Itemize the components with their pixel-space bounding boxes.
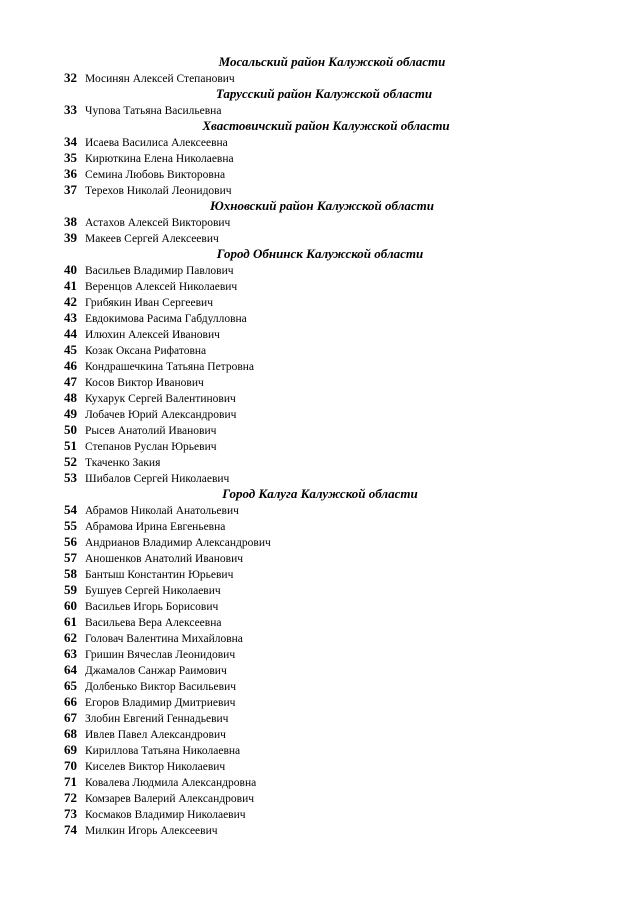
list-item [0,518,640,534]
person-name: Косов Виктор Иванович [85,377,204,389]
person-name: Милкин Игорь Алексеевич [85,825,218,837]
person-name: Кирюткина Елена Николаевна [85,153,234,165]
item-number: 35 [64,150,77,165]
section-heading: Город Обнинск Калужской области [216,246,424,261]
item-number: 58 [64,566,77,581]
list-item [0,694,640,710]
person-name: Егоров Владимир Дмитриевич [85,697,236,709]
list-item [0,710,640,726]
person-name: Илюхин Алексей Иванович [85,329,220,341]
section-heading: Юхновский район Калужской области [210,198,434,213]
person-name: Космаков Владимир Николаевич [85,809,246,821]
person-name: Долбенько Виктор Васильевич [85,681,237,693]
item-number: 65 [64,678,77,693]
list-item [0,454,640,470]
item-number: 64 [64,662,77,677]
list-item [0,390,640,406]
item-number: 55 [64,518,77,533]
list-item [0,102,640,118]
item-number: 66 [64,694,77,709]
item-number: 62 [64,630,77,645]
list-item [0,566,640,582]
person-name: Андрианов Владимир Александрович [85,537,271,549]
list-item [0,742,640,758]
item-number: 54 [64,502,77,517]
item-number: 32 [64,70,77,85]
person-name: Абрамова Ирина Евгеньевна [85,521,226,533]
list-item [0,806,640,822]
list-item [0,294,640,310]
item-number: 61 [64,614,77,629]
person-name: Чупова Татьяна Васильевна [85,105,222,117]
list-item [0,534,640,550]
list-item [0,262,640,278]
person-name: Рысев Анатолий Иванович [85,425,217,437]
item-number: 39 [64,230,77,245]
item-number: 36 [64,166,77,181]
person-name: Гришин Вячеслав Леонидович [85,649,236,661]
item-number: 72 [64,790,77,805]
item-number: 69 [64,742,77,757]
list-item [0,550,640,566]
item-number: 53 [64,470,77,485]
list-item [0,630,640,646]
list-item [0,134,640,150]
person-name: Бушуев Сергей Николаевич [85,585,221,597]
list-item [0,822,640,838]
item-number: 70 [64,758,77,773]
list-item [0,646,640,662]
list-item [0,70,640,86]
list-item [0,214,640,230]
list-item [0,166,640,182]
list-item [0,326,640,342]
item-number: 60 [64,598,77,613]
list-item [0,374,640,390]
section-heading: Мосальский район Калужской области [218,54,446,69]
list-item [0,422,640,438]
item-number: 68 [64,726,77,741]
person-name: Киселев Виктор Николаевич [85,761,226,773]
person-name: Бантыш Константин Юрьевич [85,569,234,581]
person-name: Васильева Вера Алексеевна [85,617,222,629]
person-name: Мосинян Алексей Степанович [85,73,235,85]
list-item [0,150,640,166]
list-item [0,726,640,742]
list-item [0,790,640,806]
person-name: Ковалева Людмила Александровна [85,777,257,789]
person-name: Шибалов Сергей Николаевич [85,473,230,485]
list-item [0,278,640,294]
list-item [0,614,640,630]
section-heading: Хвастовичский район Калужской области [202,118,450,133]
item-number: 50 [64,422,77,437]
section-heading: Тарусский район Калужской области [215,86,433,101]
person-name: Ткаченко Закия [85,457,161,469]
person-name: Ивлев Павел Александрович [85,729,226,741]
item-number: 37 [64,182,77,197]
item-number: 59 [64,582,77,597]
list-item [0,230,640,246]
person-name: Васильев Игорь Борисович [85,601,219,613]
section-heading: Город Калуга Калужской области [222,486,418,501]
person-name: Лобачев Юрий Александрович [85,409,237,421]
item-number: 44 [64,326,77,341]
person-name: Макеев Сергей Алексеевич [85,233,219,245]
item-number: 56 [64,534,77,549]
list-item [0,310,640,326]
item-number: 49 [64,406,77,421]
person-name: Семина Любовь Викторовна [85,169,226,181]
person-name: Васильев Владимир Павлович [85,265,234,277]
person-name: Астахов Алексей Викторович [85,217,231,229]
person-name: Комзарев Валерий Александрович [85,793,255,805]
list-item [0,582,640,598]
item-number: 34 [64,134,77,149]
person-name: Степанов Руслан Юрьевич [85,441,217,453]
list-item [0,358,640,374]
list-item [0,678,640,694]
list-item [0,342,640,358]
item-number: 38 [64,214,77,229]
item-number: 41 [64,278,77,293]
item-number: 71 [64,774,77,789]
name-list [0,54,640,838]
list-item [0,598,640,614]
person-name: Джамалов Санжар Раимович [85,665,227,677]
item-number: 42 [64,294,77,309]
person-name: Злобин Евгений Геннадьевич [85,713,229,725]
person-name: Веренцов Алексей Николаевич [85,281,238,293]
item-number: 43 [64,310,77,325]
list-item [0,662,640,678]
list-item [0,502,640,518]
person-name: Евдокимова Расима Габдулловна [85,313,247,325]
person-name: Терехов Николай Леонидович [85,185,232,197]
list-item [0,758,640,774]
person-name: Кухарук Сергей Валентинович [85,393,236,405]
person-name: Кондрашечкина Татьяна Петровна [85,361,255,373]
person-name: Козак Оксана Рифатовна [85,345,207,357]
item-number: 57 [64,550,77,565]
item-number: 45 [64,342,77,357]
item-number: 46 [64,358,77,373]
person-name: Исаева Василиса Алексеевна [85,137,228,149]
item-number: 63 [64,646,77,661]
item-number: 51 [64,438,77,453]
person-name: Кириллова Татьяна Николаевна [85,745,241,757]
person-name: Грибякин Иван Сергеевич [85,297,213,309]
person-name: Абрамов Николай Анатольевич [85,505,239,517]
item-number: 40 [64,262,77,277]
item-number: 67 [64,710,77,725]
list-item [0,438,640,454]
list-item [0,182,640,198]
item-number: 52 [64,454,77,469]
item-number: 33 [64,102,77,117]
item-number: 73 [64,806,77,821]
list-item [0,470,640,486]
list-item [0,774,640,790]
person-name: Головач Валентина Михайловна [85,633,243,645]
item-number: 74 [64,822,77,837]
item-number: 47 [64,374,77,389]
person-name: Аношенков Анатолий Иванович [85,553,244,565]
list-item [0,406,640,422]
item-number: 48 [64,390,77,405]
